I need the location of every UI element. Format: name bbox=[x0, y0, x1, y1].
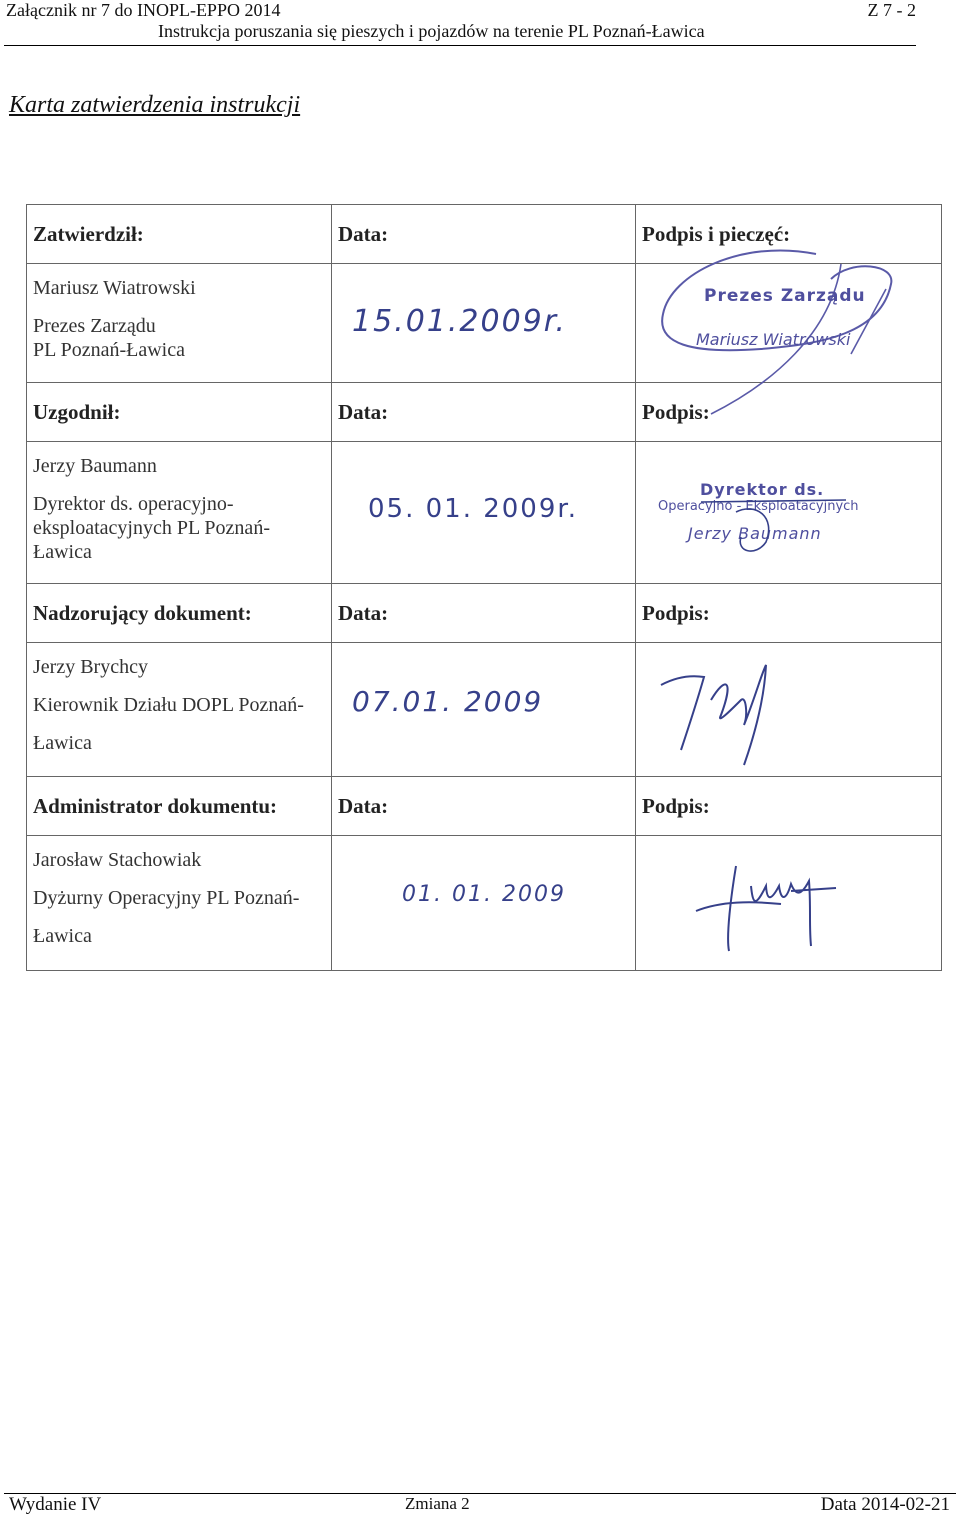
page-code: Z 7 - 2 bbox=[867, 0, 916, 20]
approver-person bbox=[27, 264, 332, 383]
agreement-person bbox=[27, 442, 332, 584]
date-label: Data: bbox=[332, 777, 636, 836]
approver-signature-cell bbox=[636, 264, 942, 383]
supervisor-signature-cell bbox=[636, 643, 942, 777]
signature-label: Podpis: bbox=[636, 777, 942, 836]
person-name: Mariusz Wiatrowski bbox=[33, 277, 196, 299]
handwritten-date: 05. 01. 2009r. bbox=[368, 494, 578, 524]
change-label: Zmiana 2 bbox=[405, 1494, 470, 1513]
supervisor-person bbox=[27, 643, 332, 777]
supervisor-date-cell bbox=[332, 643, 636, 777]
administrator-signature-cell bbox=[636, 836, 942, 971]
instruction-title: Instrukcja poruszania się pieszych i pojazdów na terenie PL Poznań-Ławica bbox=[158, 21, 705, 41]
agreement-header-row bbox=[27, 383, 942, 442]
signature-icon bbox=[696, 482, 896, 562]
attachment-label: Załącznik nr 7 do INOPL-EPPO 2014 bbox=[6, 0, 281, 20]
agreement-date-cell bbox=[332, 442, 636, 584]
administrator-row bbox=[27, 836, 942, 971]
supervisor-row bbox=[27, 643, 942, 777]
administrator-header-row bbox=[27, 777, 942, 836]
signature-icon bbox=[656, 655, 816, 775]
date-label: Data: bbox=[332, 205, 636, 264]
agreement-signature-cell bbox=[636, 442, 942, 584]
signature-icon bbox=[691, 856, 871, 966]
signature-label: Podpis: bbox=[636, 383, 942, 442]
person-position: Dyrektor ds. operacyjno-eksploatacyjnych PL Poznań-Ławica bbox=[33, 493, 270, 563]
person-position: Prezes Zarządu bbox=[33, 315, 156, 337]
role-label: Zatwierdził: bbox=[27, 205, 332, 264]
handwritten-date: 15.01.2009r. bbox=[352, 304, 567, 339]
stamp-text: Operacyjno - Eksploatacyjnych bbox=[658, 499, 859, 514]
role-label: Uzgodnił: bbox=[27, 383, 332, 442]
stamp-text: Dyrektor ds. bbox=[700, 480, 825, 499]
signature-label: Podpis i pieczęć: bbox=[636, 205, 942, 264]
date-label: Data: bbox=[332, 584, 636, 643]
person-position: Dyżurny Operacyjny PL Poznań- bbox=[33, 887, 300, 909]
agreement-row bbox=[27, 442, 942, 584]
page-title: Karta zatwierdzenia instrukcji bbox=[9, 92, 301, 118]
stamp-text: Mariusz Wiatrowski bbox=[696, 330, 851, 349]
edition-label: Wydanie IV bbox=[9, 1494, 102, 1515]
stamp-text: Jerzy Baumann bbox=[688, 524, 822, 543]
person-position: Kierownik Działu DOPL Poznań- bbox=[33, 694, 304, 716]
header-divider bbox=[4, 45, 916, 46]
supervisor-header-row bbox=[27, 584, 942, 643]
person-organization: Ławica bbox=[33, 732, 92, 754]
role-label: Administrator dokumentu: bbox=[27, 777, 332, 836]
person-organization: PL Poznań-Ławica bbox=[33, 339, 185, 361]
person-organization: Ławica bbox=[33, 925, 92, 947]
footer-date: Data 2014-02-21 bbox=[820, 1494, 950, 1515]
administrator-person bbox=[27, 836, 332, 971]
signature-label: Podpis: bbox=[636, 584, 942, 643]
administrator-date-cell bbox=[332, 836, 636, 971]
role-label: Nadzorujący dokument: bbox=[27, 584, 332, 643]
date-label: Data: bbox=[332, 383, 636, 442]
person-name: Jerzy Brychcy bbox=[33, 656, 148, 678]
handwritten-date: 07.01. 2009 bbox=[352, 685, 544, 718]
approver-row bbox=[27, 264, 942, 383]
approver-date-cell bbox=[332, 264, 636, 383]
approval-table bbox=[26, 204, 942, 971]
footer-divider bbox=[4, 1493, 956, 1494]
stamp-text: Prezes Zarządu bbox=[704, 286, 866, 306]
person-name: Jerzy Baumann bbox=[33, 455, 157, 477]
person-name: Jarosław Stachowiak bbox=[33, 849, 202, 871]
handwritten-date: 01. 01. 2009 bbox=[402, 882, 566, 907]
